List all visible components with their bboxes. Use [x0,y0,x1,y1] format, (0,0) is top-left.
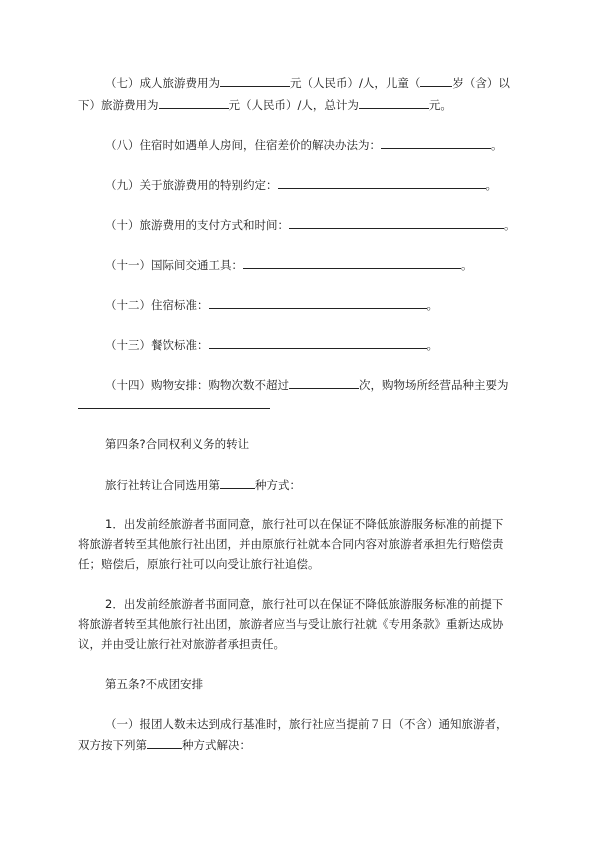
paragraph-text: 种方式解决： [182,738,251,752]
clause-14-line-1 [105,378,509,392]
clause-text: （十）旅游费用的支付方式和时间： [105,218,289,232]
transfer-option-2-line-3 [78,638,285,651]
heading-text: 第五条?不成团安排 [105,677,204,691]
paragraph-text: 2．出发前经旅游者书面同意，旅行社可以在保证不降低旅游服务标准的前提下 [105,597,504,611]
clause-text: （十四）购物安排：购物次数不超过 [105,378,289,392]
article-5-heading [105,678,203,691]
transfer-option-2-line-1 [105,598,503,611]
transfer-option-1-line-2 [78,538,504,551]
clause-8 [105,138,503,152]
clause-text: 元（人民币）/人，总计为 [228,98,359,112]
blank-field[interactable] [289,218,504,229]
blank-field[interactable] [243,258,461,269]
clause-text: 。 [426,298,438,312]
clause-text: （十二）住宿标准： [105,298,209,312]
blank-field[interactable] [420,76,452,87]
clause-text: 。 [491,138,503,152]
clause-12 [105,298,438,312]
cancellation-line-2 [78,738,251,752]
clause-text: （九）关于旅游费用的特别约定： [105,178,278,192]
clause-11 [105,258,473,272]
clause-text: 。 [426,338,438,352]
clause-text: （八）住宿时如遇单人房间，住宿差价的解决办法为： [105,138,381,152]
transfer-option-2-line-2 [78,618,504,631]
blank-field[interactable] [278,178,486,189]
blank-field[interactable] [359,98,429,109]
clause-text: 。 [461,258,473,272]
transfer-option-1-line-1 [105,518,503,531]
clause-text: 。 [504,218,516,232]
clause-text: 元。 [428,98,452,112]
clause-text: （十一）国际间交通工具： [105,258,243,272]
paragraph-text: （一）报团人数未达到成行基准时，旅行社应当提前７日（不含）通知旅游者， [105,717,508,731]
clause-text: 次，购物场所经营品种主要为 [359,378,509,392]
clause-13 [105,338,438,352]
clause-text: 旅行社转让合同选用第 [105,478,220,492]
clause-text: 岁（含）以 [452,76,510,90]
paragraph-text: 1．出发前经旅游者书面同意，旅行社可以在保证不降低旅游服务标准的前提下 [105,517,504,531]
cancellation-line-1 [105,718,508,731]
clause-14-line-2 [78,398,270,412]
paragraph-text: 议，并由受让旅行社对旅游者承担责任。 [78,637,285,651]
blank-field[interactable] [220,478,255,489]
transfer-option-line [105,478,301,492]
paragraph-text: 将旅游者转至其他旅行社出团，并由原旅行社就本合同内容对旅游者承担先行赔偿责 [78,537,504,551]
blank-field[interactable] [289,378,359,389]
clause-text: （十三）餐饮标准： [105,338,209,352]
paragraph-text: 将旅游者转至其他旅行社出团，旅游者应当与受让旅行社就《专用条款》重新达成协 [78,617,504,631]
article-4-heading [105,438,249,451]
blank-field[interactable] [209,298,427,309]
blank-field[interactable] [147,738,182,749]
blank-field[interactable] [159,98,229,109]
transfer-option-1-line-3 [78,558,320,571]
blank-field[interactable] [209,338,427,349]
blank-field[interactable] [78,398,270,409]
clause-text: （七）成人旅游费用为 [105,76,220,90]
clause-10 [105,218,516,232]
paragraph-text: 任；赔偿后，原旅行社可以向受让旅行社追偿。 [78,557,320,571]
clause-7-line-2 [78,98,452,112]
heading-text: 第四条?合同权利义务的转让 [105,437,250,451]
clause-text: 种方式： [255,478,301,492]
clause-7-line-1 [105,76,510,90]
blank-field[interactable] [381,138,491,149]
blank-field[interactable] [220,76,290,87]
clause-text: 元（人民币）/人，儿童（ [290,76,421,90]
clause-text: 下）旅游费用为 [78,98,159,112]
clause-text: 。 [485,178,497,192]
paragraph-text: 双方按下列第 [78,738,147,752]
clause-9 [105,178,497,192]
